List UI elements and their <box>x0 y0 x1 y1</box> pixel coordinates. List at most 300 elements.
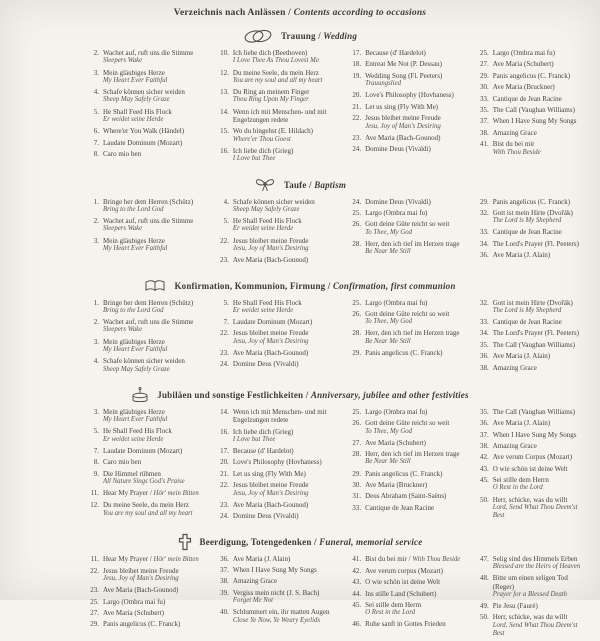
cross-icon <box>178 533 192 551</box>
entry-number: 23. <box>220 256 229 265</box>
entry-title: Ich liebe dich (Beethoven) <box>232 49 308 57</box>
toc-entry <box>347 578 465 586</box>
toc-entry <box>85 447 205 455</box>
entry-body <box>103 338 205 355</box>
entry-number: 36. <box>479 352 489 361</box>
entry-number: 41. <box>479 140 489 149</box>
section-title <box>200 537 423 547</box>
entry-number: 3. <box>93 337 99 346</box>
entry-subtitle: O Rest in the Lord <box>492 484 543 492</box>
entry-title: The Lord's Prayer (Fl. Peeters) <box>492 329 579 338</box>
entry-number: 29. <box>90 620 99 629</box>
entry-number: 17. <box>220 447 229 456</box>
toc-entry <box>475 364 590 372</box>
entry-number: 5. <box>93 427 99 436</box>
toc-entry <box>475 83 590 91</box>
entry-subtitle: Er weidet seine Herde <box>103 116 164 124</box>
entry-number: 28. <box>352 239 362 248</box>
entry-number: 4. <box>93 357 99 366</box>
section-title <box>281 31 357 41</box>
toc-entry <box>475 408 590 416</box>
entry-body <box>233 198 337 215</box>
entry-body <box>233 256 337 264</box>
entry-title: Ave Maria (Bach-Gounod) <box>365 133 441 142</box>
cake-icon <box>131 386 149 403</box>
toc-column-4 <box>475 408 590 524</box>
entry-title: Gott ist mein Hirte (Dvořák) <box>492 208 573 217</box>
entry-title: When I Have Sung My Songs <box>492 117 577 126</box>
entry-number: 37. <box>220 565 229 574</box>
toc-entry <box>347 209 465 217</box>
entry-subtitle: Sleepers Wake <box>103 225 143 233</box>
entry-title: Ave Maria (Bach-Gounod) <box>232 256 309 265</box>
entry-body <box>365 329 465 346</box>
entry-number: 21. <box>352 102 362 111</box>
toc-entry <box>215 470 337 478</box>
entry-body <box>233 608 337 625</box>
entry-number: 38. <box>220 577 229 586</box>
entry-title: Du meine Seele, du mein Herz <box>103 501 189 510</box>
toc-entry <box>85 49 205 66</box>
entry-body <box>103 567 205 584</box>
entry-title: Domine Deus (Vivaldi) <box>365 145 431 154</box>
entry-number: 38. <box>479 441 489 450</box>
entry-number: 23. <box>220 349 229 358</box>
entry-number: 35. <box>479 407 489 416</box>
entry-number: 31. <box>352 492 362 501</box>
toc-column-4 <box>475 555 590 641</box>
entry-number: 33. <box>479 318 489 327</box>
entry-number: 4. <box>93 88 99 97</box>
entry-number: 25. <box>352 208 362 217</box>
toc-column-3 <box>347 408 465 524</box>
entry-number: 47. <box>479 554 489 563</box>
entry-body <box>493 129 590 137</box>
entry-number: 5. <box>223 298 229 307</box>
entry-title: Wachet auf, ruft uns die Stimme <box>103 318 194 327</box>
section-title-separator: / <box>325 280 333 291</box>
toc-entry <box>347 49 465 57</box>
entry-body <box>493 240 590 248</box>
entry-title: Mein gläubiges Herze <box>103 407 165 416</box>
entry-body <box>365 620 465 628</box>
entry-body <box>233 577 337 585</box>
toc-entry <box>475 442 590 450</box>
entry-subtitle: All Nature Sings God's Praise <box>103 478 185 485</box>
entry-title: Laudate Dominum (Mozart) <box>103 446 183 455</box>
entry-subtitle: Sheep May Safely Graze <box>103 96 170 104</box>
entry-number: 23. <box>220 500 229 509</box>
entry-subtitle: Jesu, Joy of Man's Desiring <box>103 575 179 583</box>
toc-entry <box>347 299 465 307</box>
entry-body <box>233 318 337 326</box>
section-columns <box>85 408 590 524</box>
entry-subtitle: Jesu, Joy of Man's Desiring <box>232 337 309 345</box>
toc-entry <box>475 341 590 349</box>
toc-entry <box>347 492 465 500</box>
entry-body <box>233 69 337 86</box>
entry-body <box>493 60 590 68</box>
toc-entry <box>215 147 337 164</box>
entry-body <box>493 198 590 206</box>
toc-entry <box>475 240 590 248</box>
entry-title: He Shall Feed His Flock <box>103 427 172 436</box>
toc-entry <box>215 88 337 105</box>
entry-title: Ave Maria (Bruckner) <box>365 481 428 489</box>
entry-body <box>233 428 337 445</box>
entry-title: He Shall Feed His Flock <box>103 107 172 116</box>
entry-title: Gott deine Güte reicht so weit <box>365 309 450 318</box>
entry-number: 19. <box>352 71 362 80</box>
entry-body <box>365 578 465 586</box>
section-title-german: Taufe <box>283 179 307 190</box>
entry-body <box>493 299 590 316</box>
entry-number: 2. <box>93 318 99 327</box>
entry-title: Ins stille Land (Schubert) <box>365 589 437 598</box>
entry-title: Mein gläubiges Herze <box>103 337 165 346</box>
wedding-rings-icon <box>243 28 273 44</box>
page-title <box>8 8 592 18</box>
toc-entry <box>475 129 590 137</box>
entry-number: 48. <box>479 574 489 583</box>
toc-entry <box>475 453 590 461</box>
entry-title: Love's Philosophy (Hovhaness) <box>365 91 454 100</box>
entry-number: 30. <box>352 481 362 489</box>
toc-entry <box>347 134 465 142</box>
toc-entry <box>347 220 465 237</box>
section-title <box>157 390 468 400</box>
entry-body <box>103 501 205 518</box>
section-anniversary <box>8 387 592 524</box>
toc-entry <box>215 127 337 144</box>
entry-subtitle: Er weidet seine Herde <box>232 225 294 233</box>
toc-entry <box>347 145 465 153</box>
section-title-english: Confirmation, first communion <box>332 280 456 291</box>
entry-title: Cantique de Jean Racine <box>492 94 562 103</box>
entry-subtitle: Prayer for a Blessed Death <box>492 590 568 598</box>
entry-inline-separator: / <box>148 489 154 498</box>
entry-title: Laudate Dominum (Mozart) <box>103 138 183 147</box>
toc-entry <box>475 602 590 610</box>
entry-number: 4. <box>223 197 229 206</box>
entry-subtitle: Lord, Send What Thou Deem'st Best <box>492 504 578 520</box>
entry-title: Ave verum Corpus (Mozart) <box>492 453 573 462</box>
entry-number: 3. <box>93 68 99 77</box>
entry-body <box>103 299 205 316</box>
toc-entry <box>475 228 590 236</box>
entry-number: 22. <box>352 114 362 123</box>
entry-body <box>233 501 337 509</box>
entry-title: Ave Maria (Schubert) <box>365 438 427 447</box>
entry-number: 2. <box>93 49 99 57</box>
toc-entry <box>85 357 205 374</box>
entry-body <box>233 108 337 125</box>
toc-entry <box>215 237 337 254</box>
toc-entry <box>215 608 337 625</box>
entry-number: 39. <box>220 588 229 597</box>
entry-title: Schlummert ein, ihr matten Augen <box>232 608 330 617</box>
toc-entry <box>347 60 465 68</box>
toc-column-3 <box>347 299 465 377</box>
section-heading <box>8 534 592 550</box>
entry-body <box>233 458 337 466</box>
section-title-separator: / <box>306 179 315 190</box>
entry-body <box>365 240 465 257</box>
entry-number: 28. <box>352 450 362 459</box>
toc-column-2 <box>215 408 337 524</box>
entry-subtitle: Jesu, Joy of Man's Desiring <box>365 122 441 130</box>
entry-number: 11. <box>90 489 99 498</box>
entry-subtitle: Jesu, Joy of Man's Desiring <box>232 489 309 497</box>
entry-number: 22. <box>90 566 99 575</box>
entry-number: 38. <box>479 128 489 137</box>
entry-number: 43. <box>352 578 362 587</box>
entry-body <box>365 590 465 598</box>
toc-entry <box>475 496 590 521</box>
entry-title: Caro mio ben <box>103 149 142 158</box>
entry-subtitle: Where'er Thou Goest <box>232 135 291 143</box>
entry-body <box>103 49 205 66</box>
toc-entry <box>475 251 590 259</box>
toc-entry <box>85 470 205 487</box>
entry-number: 21. <box>220 469 229 478</box>
entry-body <box>365 91 465 99</box>
toc-entry <box>215 555 337 563</box>
entry-body <box>365 209 465 217</box>
toc-entry <box>215 577 337 585</box>
toc-entry <box>215 256 337 264</box>
entry-body <box>103 427 205 444</box>
entry-body <box>493 106 590 114</box>
entry-title: Amazing Grace <box>492 128 537 137</box>
entry-title: Deus Abraham (Saint-Saëns) <box>365 492 447 501</box>
entry-title: Panis angelicus (C. Franck) <box>492 71 571 80</box>
entry-number: 28. <box>352 329 362 338</box>
entry-body <box>103 598 205 606</box>
entry-body <box>103 458 205 466</box>
entry-title: The Call (Vaughan Williams) <box>492 407 575 416</box>
entry-number: 26. <box>352 309 362 318</box>
toc-entry <box>347 349 465 357</box>
entry-inline-separator: / <box>148 554 154 563</box>
entry-title: Ich liebe dich (Grieg) <box>232 146 294 155</box>
entry-number: 25. <box>90 597 99 606</box>
toc-entry <box>85 555 205 564</box>
entry-title: Mein gläubiges Herze <box>103 236 165 245</box>
entry-body <box>365 601 465 618</box>
entry-subtitle: Blessed are the Heirs of Heaven <box>492 562 581 570</box>
entry-title: Largo (Ombra mai fu) <box>365 298 428 307</box>
entry-number: 1. <box>93 298 99 307</box>
entry-title: Jesus bleibet meine Freude <box>365 114 441 123</box>
entry-title: Jesus bleibet meine Freude <box>232 236 309 245</box>
page-title-german: Verzeichnis nach Anlässen <box>173 8 286 18</box>
toc-entry <box>475 106 590 114</box>
entry-subtitle: To Thee, My God <box>365 427 413 435</box>
entry-number: 12. <box>90 501 99 510</box>
entry-body <box>365 60 465 68</box>
entry-title: Let us sing (Fly With Me) <box>232 469 306 478</box>
toc-column-1 <box>85 49 205 167</box>
entry-body <box>365 299 465 307</box>
entry-body <box>233 447 337 455</box>
entry-number: 24. <box>220 360 229 369</box>
entry-inline-separator: / <box>406 554 413 563</box>
toc-entry <box>85 127 205 135</box>
entry-title: Largo (Ombra mai fu) <box>103 597 166 606</box>
entry-title: Wenn ich mit Menschen- und mit Engelzungen redete <box>232 407 327 425</box>
entry-title: Gott deine Güte reicht so weit <box>365 419 450 428</box>
entry-body <box>103 108 205 125</box>
toc-column-4 <box>475 299 590 377</box>
entry-subtitle: Hör' mein Bitten <box>153 555 199 563</box>
entry-title: Jesus bleibet meine Freude <box>232 481 309 490</box>
entry-subtitle: Thou Ring Upon My Finger <box>232 96 309 104</box>
entry-number: 3. <box>93 236 99 245</box>
toc-entry <box>347 103 465 111</box>
entry-title: Gott deine Güte reicht so weit <box>365 220 450 229</box>
entry-title: Hear My Prayer <box>103 554 149 563</box>
entry-title: Largo (Ombra mai fu) <box>365 407 428 416</box>
entry-body <box>233 481 337 498</box>
entry-body <box>103 69 205 86</box>
entry-number: 16. <box>220 146 229 155</box>
toc-entry <box>85 88 205 105</box>
section-title-german: Jubiläen und sonstige Festlichkeiten <box>157 389 304 400</box>
entry-title: Hear My Prayer <box>103 489 149 498</box>
entry-title: Wenn ich mit Menschen- und mit Engelzungen redete <box>232 107 327 125</box>
entry-number: 24. <box>352 197 362 206</box>
toc-entry <box>215 217 337 234</box>
toc-column-2 <box>215 198 337 268</box>
entry-subtitle: With Thou Beside <box>412 555 461 563</box>
toc-entry <box>85 108 205 125</box>
entry-body <box>103 489 205 498</box>
entry-body <box>493 453 590 461</box>
entry-title: Jesus bleibet meine Freude <box>103 566 179 575</box>
toc-entry <box>85 150 205 158</box>
entry-body <box>365 145 465 153</box>
toc-entry <box>475 613 590 638</box>
toc-column-3 <box>347 198 465 268</box>
toc-entry <box>215 566 337 574</box>
entry-title: Because (d' Hardelot) <box>232 447 294 456</box>
entry-body <box>365 134 465 142</box>
entry-title: Cantique de Jean Racine <box>492 318 562 327</box>
entry-subtitle: Lord, Send What Thou Deem'st Best <box>492 621 578 637</box>
entry-number: 26. <box>352 220 362 229</box>
toc-entry <box>215 408 337 425</box>
toc-entry <box>215 458 337 466</box>
section-heading <box>8 177 592 193</box>
toc-entry <box>215 512 337 520</box>
section-title-separator: / <box>303 389 311 400</box>
entry-title: Sei stille dem Herrn <box>365 600 422 609</box>
toc-entry <box>85 237 205 254</box>
entry-title: Amazing Grace <box>492 363 537 372</box>
toc-column-2 <box>215 555 337 641</box>
toc-entry <box>475 352 590 360</box>
entry-body <box>365 419 465 436</box>
toc-entry <box>85 489 205 498</box>
entry-number: 5. <box>223 217 229 226</box>
entry-subtitle: You are my soul and all my heart <box>232 76 323 84</box>
entry-subtitle: My Heart Ever Faithful <box>103 346 168 354</box>
entry-body <box>365 567 465 575</box>
entry-body <box>233 88 337 105</box>
toc-entry <box>347 620 465 628</box>
entry-body <box>233 299 337 316</box>
entry-body <box>493 329 590 337</box>
entry-number: 35. <box>479 105 489 114</box>
entry-title: Let us sing (Fly With Me) <box>365 102 439 111</box>
entry-title: Amazing Grace <box>492 441 537 450</box>
entry-number: 23. <box>352 133 362 142</box>
entry-body <box>493 318 590 326</box>
toc-entry <box>347 555 465 564</box>
entry-number: 23. <box>90 586 99 595</box>
entry-subtitle: Er weidet seine Herde <box>103 435 164 443</box>
entry-body <box>233 237 337 254</box>
entry-number: 25. <box>352 407 362 416</box>
entry-number: 20. <box>220 458 229 467</box>
toc-entry <box>347 91 465 99</box>
entry-body <box>365 439 465 447</box>
entry-title: Schafe können sicher weiden <box>232 197 315 206</box>
toc-entry <box>85 139 205 147</box>
entry-title: Caro mio ben <box>103 458 142 467</box>
entry-title: Sei stille dem Herrn <box>492 476 549 485</box>
entry-number: 38. <box>479 363 489 372</box>
entry-number: 6. <box>93 127 99 136</box>
entry-body <box>103 88 205 105</box>
entry-body <box>365 49 465 57</box>
entry-title: Ave Maria (Schubert) <box>492 60 554 69</box>
toc-sections <box>8 28 592 641</box>
entry-number: 45. <box>479 476 489 485</box>
entry-body <box>493 352 590 360</box>
entry-title: Ave Maria (Bruckner) <box>492 83 555 92</box>
entry-title: Herr, den ich tief im Herzen trage <box>365 450 460 459</box>
entry-number: 27. <box>90 609 99 618</box>
entry-title: Bist du bei mir <box>365 554 407 563</box>
entry-body <box>233 512 337 520</box>
entry-number: 33. <box>479 228 489 237</box>
toc-entry <box>85 620 205 628</box>
entry-number: 7. <box>93 446 99 455</box>
entry-number: 8. <box>93 149 99 158</box>
entry-body <box>493 419 590 427</box>
entry-number: 17. <box>352 49 362 57</box>
entry-number: 10. <box>220 49 229 57</box>
section-heading <box>8 28 592 44</box>
entry-title: O wie schön ist deine Welt <box>365 578 441 587</box>
toc-entry <box>215 49 337 66</box>
entry-number: 42. <box>352 566 362 575</box>
entry-number: 50. <box>479 613 489 622</box>
entry-title: Ave Maria (J. Alain) <box>492 419 551 428</box>
entry-number: 35. <box>479 340 489 349</box>
entry-title: Mein gläubiges Herze <box>103 68 165 77</box>
entry-subtitle: Trauungslied <box>365 80 401 88</box>
entry-number: 49. <box>479 602 489 611</box>
toc-entry <box>347 450 465 467</box>
entry-body <box>103 620 205 628</box>
toc-entry <box>347 439 465 447</box>
entry-body <box>103 408 205 425</box>
entry-body <box>103 447 205 455</box>
entry-number: 20. <box>352 91 362 100</box>
